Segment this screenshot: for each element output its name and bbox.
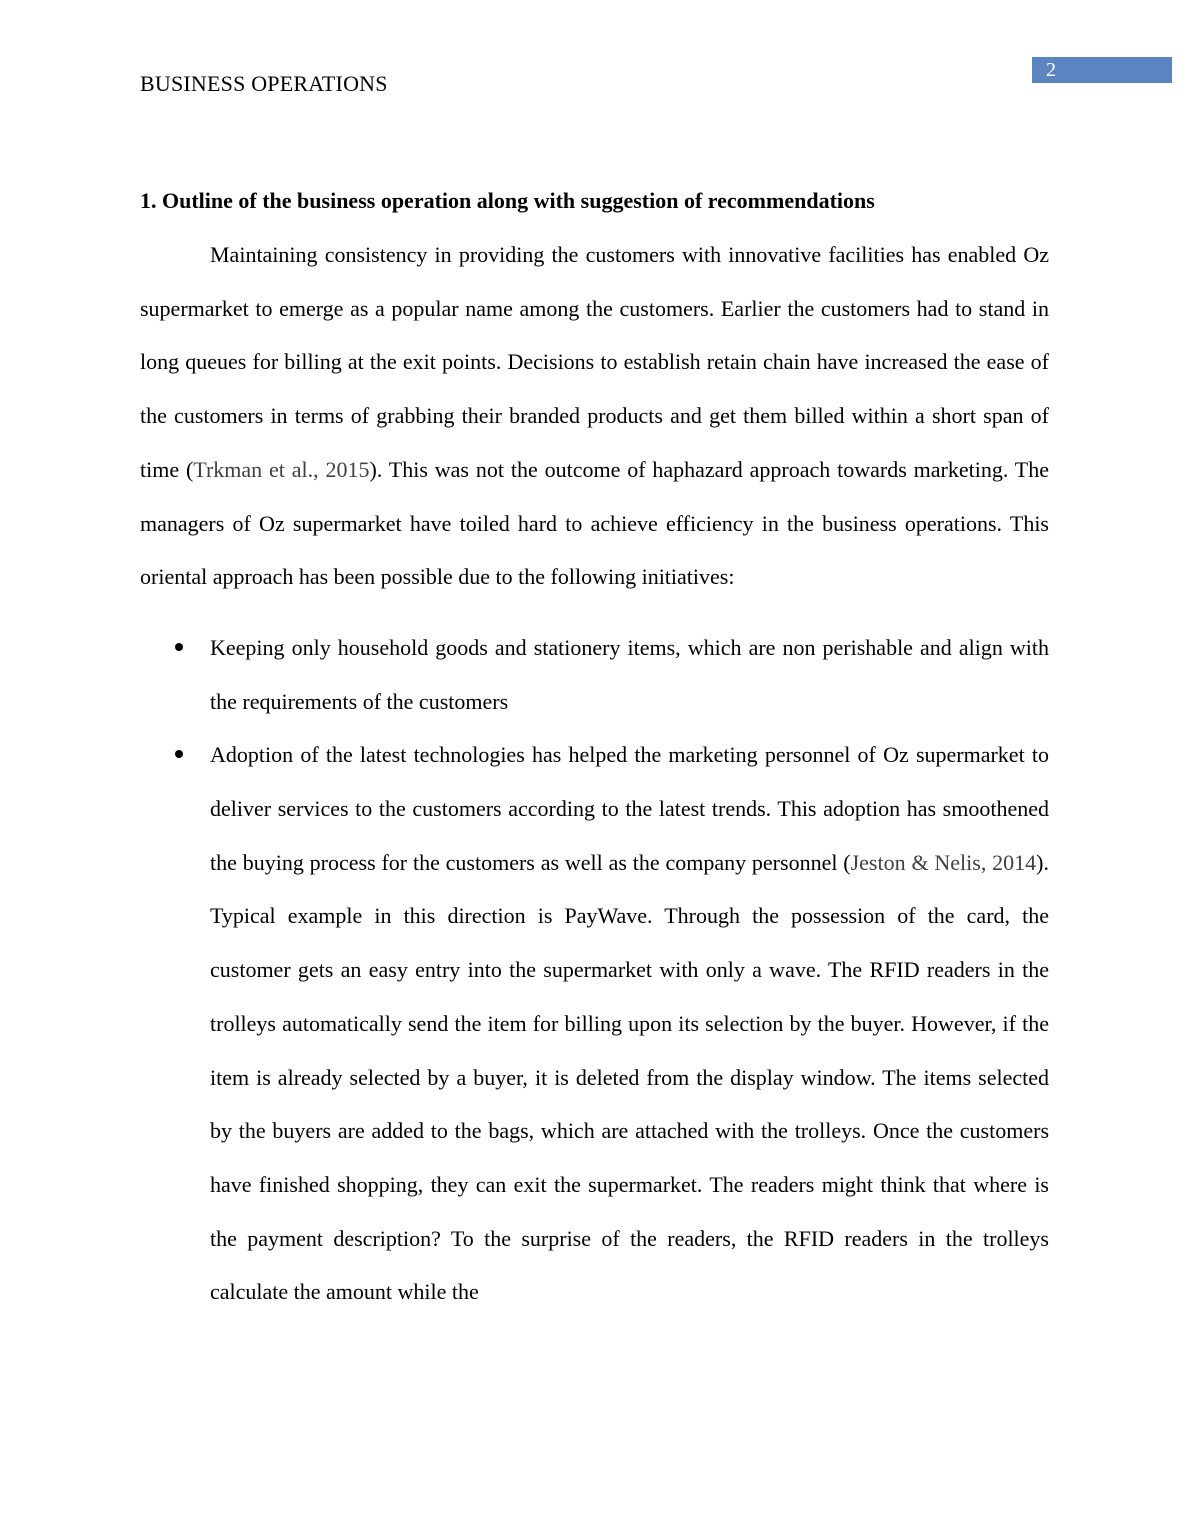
initiatives-list [140, 621, 1049, 1319]
bullet-icon [175, 643, 183, 651]
list-item [140, 621, 1049, 728]
citation-trkman: Trkman et al., 2015 [193, 456, 370, 482]
paragraph-text: Maintaining consistency in providing the customers with innovative facilities has enabled Oz supermarket to emerge as a popular name among the customers. Earlier the customers had to stand in long queues for billing at the exit points. Decisions to establish retain chain have increased the ease of the customers in terms of grabbing their branded products and get them billed within a short span of time ( [140, 242, 1049, 482]
document-body [140, 183, 1049, 1319]
list-item-text: Keeping only household goods and stationery items, which are non perishable and align with the requirements of the customers [210, 634, 1049, 714]
citation-jeston: Jeston & Nelis, 2014 [850, 849, 1037, 875]
bullet-icon [175, 750, 183, 758]
page-number: 2 [1046, 59, 1056, 81]
page-number-badge [1032, 57, 1172, 83]
list-item-text: Adoption of the latest technologies has helped the marketing personnel of Oz supermarket to deliver services to the customers according to the latest trends. This adoption has smoothened the buying process for the customers as well as the company personnel ( [210, 742, 1049, 875]
paragraph-text-continued: ). This was not the outcome of haphazard approach towards marketing. The managers of Oz supermarket have toiled hard to achieve efficiency in the business operations. This oriental approach has been possible due to the following initiatives: [140, 456, 1049, 590]
body-paragraph [140, 228, 1049, 604]
section-heading: 1. Outline of the business operation along with suggestion of recommendations [140, 188, 875, 213]
list-item-text-continued: ). Typical example in this direction is PayWave. Through the possession of the card, the customer gets an easy entry into the supermarket with only a wave. The RFID readers in the trolleys automatically send the item for billing upon its selection by the buyer. However, if the item is already selected by a buyer, it is deleted from the display window. The items selected by the buyers are added to the bags, which are attached with the trolleys. Once the customers have finished shopping, they can exit the supermarket. The readers might think that where is the payment description? To the surprise of the readers, the RFID readers in the trolleys calculate the amount while the [210, 849, 1049, 1305]
list-item [140, 728, 1049, 1319]
running-head: BUSINESS OPERATIONS [140, 71, 388, 96]
